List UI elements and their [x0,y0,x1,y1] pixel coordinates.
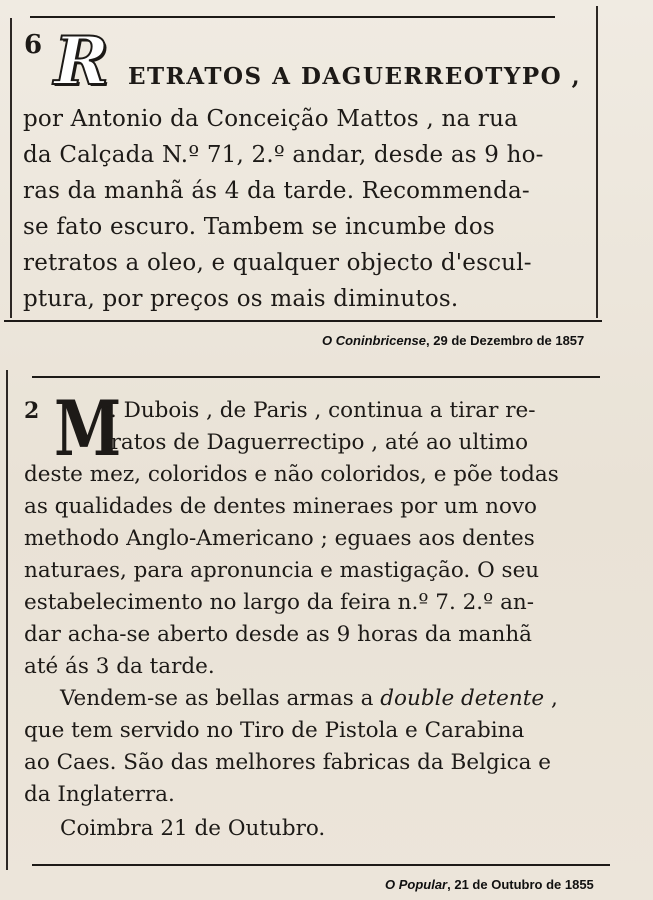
left-rule [6,370,8,870]
text-line: da Calçada N.º 71, 2.º andar, desde as 9 ho- [23,142,544,168]
right-rule [596,6,598,318]
left-rule [10,18,12,318]
text-line: tratos de Daguerrectipo , até ao ultimo [102,430,529,455]
drop-cap: M [54,384,122,473]
text-line: as qualidades de dentes mineraes por um novo [24,494,537,519]
newspaper-name: O Popular [385,877,448,892]
text-line: por Antonio da Conceição Mattos , na rua [23,106,519,132]
ad-title: ETRATOS A DAGUERREOTYPO , [128,63,582,90]
text-line: que tem servido no Tiro de Pistola e Carabina [24,718,525,743]
text-line: dar acha-se aberto desde as 9 horas da manhã [24,622,533,647]
text-line: methodo Anglo-Americano ; eguaes aos dentes [24,526,535,551]
text-line: ptura, por preços os mais diminutos. [23,286,459,312]
italic-phrase: double detente [380,686,545,711]
ad-number: 2 [24,398,40,424]
text-line [60,686,558,711]
text-line: naturaes, para apronuncia e mastigação. O seu [24,558,540,583]
publication-date: , 29 de Dezembro de 1857 [426,333,585,348]
text-line: da Inglaterra. [24,782,175,807]
ad-number: 6 [24,30,43,60]
ornamental-drop-cap: R [54,22,109,100]
text-line: ras da manhã ás 4 da tarde. Recommenda- [23,178,530,204]
text-line: estabelecimento no largo da feira n.º 7. 2.º an- [24,590,534,615]
text-line: se fato escuro. Tambem se incumbe dos [23,214,495,240]
bottom-rule [4,320,602,322]
publication-date: , 21 de Outubro de 1855 [447,877,594,892]
source-citation [322,333,584,348]
text-line: retratos a oleo, e qualquer objecto d'escul- [23,250,532,276]
text-line: ao Caes. São das melhores fabricas da Belgica e [24,750,552,775]
top-rule [32,376,600,378]
text-fragment: , [544,686,558,711]
advertisement-daguerreotype-mattos [10,6,598,322]
source-citation [385,877,594,892]
newspaper-name: O Coninbricense [322,333,427,348]
advertisement-mr-dubois [6,362,606,874]
bottom-rule [32,864,610,866]
top-rule [30,16,555,18]
closing-line: Coimbra 21 de Outubro. [60,816,326,841]
text-line: deste mez, coloridos e não coloridos, e põe todas [24,462,559,487]
text-line: até ás 3 da tarde. [24,654,215,679]
text-line: r. Dubois , de Paris , continua a tirar re- [102,398,536,423]
text-fragment: Vendem-se as bellas armas a [60,686,381,711]
